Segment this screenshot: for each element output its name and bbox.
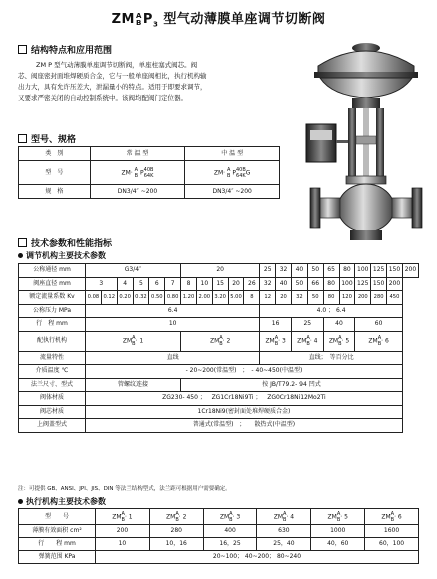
table-row	[19, 185, 280, 199]
act-prefix: ZM	[219, 513, 230, 520]
stack-bottom: B	[338, 341, 342, 347]
stack-top: A	[229, 510, 233, 517]
act-suffix: · 4	[309, 337, 318, 345]
table-cell: 280	[149, 525, 203, 538]
table-row	[19, 304, 419, 318]
section1-heading-text: 结构特点和应用范围	[31, 46, 113, 56]
stack-bottom: B	[283, 516, 287, 523]
actuator-cell	[323, 331, 355, 351]
act-suffix: · 5	[340, 513, 348, 520]
table-cell: 型 号	[19, 161, 91, 185]
stack-top: A	[219, 335, 223, 341]
table-cell: 0.80	[165, 291, 181, 305]
stack-top: A	[390, 510, 395, 517]
table-cell: 0.32	[133, 291, 149, 305]
act-suffix: · 2	[222, 337, 231, 345]
table-cell: 5.00	[228, 291, 244, 305]
bullet-icon	[18, 499, 23, 504]
stack-bottom: B	[377, 341, 382, 347]
actuator-cell	[181, 331, 260, 351]
act-suffix: · 1	[124, 513, 133, 520]
title-suffix-sub: 3	[152, 20, 159, 29]
table-cell: 200	[355, 291, 371, 305]
table-row	[19, 264, 419, 278]
table-cell: 直线； 等百分比	[260, 351, 403, 365]
table-cell: 100	[355, 264, 371, 278]
model-cell	[365, 509, 419, 525]
actuator-cell	[355, 331, 403, 351]
stack-top: A	[227, 166, 231, 173]
table-cell: 40	[323, 318, 355, 332]
table-cell: 450	[387, 291, 403, 305]
stack-top: 40B	[235, 166, 246, 173]
table-cell: DN3/4″ ~200	[185, 185, 280, 199]
row-label: 阀体材质	[19, 392, 86, 406]
model-normal-cell	[90, 161, 185, 185]
table-cell: 0.50	[149, 291, 165, 305]
table-cell: 5	[133, 277, 149, 291]
row-label: 流量特性	[19, 351, 86, 365]
table-cell: 1.20	[181, 291, 197, 305]
model-mid: P	[140, 169, 144, 176]
model-rating-stack	[236, 167, 246, 179]
row-label: 型 号	[19, 509, 96, 525]
table-cell: 32	[276, 264, 292, 278]
row-label: 薄膜有效面积 cm²	[19, 525, 96, 538]
table-row	[19, 331, 419, 351]
table-cell: 1000	[311, 525, 365, 538]
table-cell: 管螺纹连接	[86, 378, 181, 392]
stack-bottom: B	[132, 341, 136, 347]
table-cell	[86, 392, 403, 406]
subsection-actuator	[18, 496, 106, 507]
table-row	[19, 161, 280, 185]
table-header-cell: 常 温 型	[90, 147, 185, 161]
section2-heading-text: 型号、规格	[31, 135, 77, 145]
table-cell: 10，16	[149, 538, 203, 551]
model-ab-stack	[227, 167, 230, 179]
desc-line: 芯、阀座密封面堆焊硬质合金，它与一般单座阀相比，执行机构输	[18, 72, 207, 80]
stack-bottom: B	[390, 516, 395, 523]
stack-bottom: B	[219, 341, 223, 347]
table-cell: 50	[307, 291, 323, 305]
page-title	[0, 8, 437, 29]
body-material: ZG0Cr18Ni12Mo2Ti	[267, 394, 326, 402]
section-heading-model	[18, 132, 76, 145]
table-cell: 20	[228, 277, 244, 291]
table-cell: 20	[181, 264, 260, 278]
table-cell: 7	[165, 277, 181, 291]
stack-top: A	[134, 166, 139, 173]
stack-top: 40B	[143, 166, 154, 173]
footnote: 注：可提供 GB、ANSI、JPI、JIS、DIN 等法兰结构型式，法兰距可根据用户需要确定。	[18, 486, 231, 492]
table-row	[19, 318, 419, 332]
stack-top: A	[338, 335, 342, 341]
act-prefix: ZM	[327, 513, 337, 520]
table-cell: 16	[260, 318, 292, 332]
table-cell: 0.20	[117, 291, 133, 305]
table-cell: 8	[244, 291, 260, 305]
table-cell: 66	[307, 277, 323, 291]
row-label: 上阀盖型式	[19, 419, 86, 433]
stack-top: A	[132, 335, 136, 341]
table-cell: 100	[339, 277, 355, 291]
table-cell: 3	[86, 277, 118, 291]
model-mid: P	[232, 169, 236, 176]
table-row	[19, 291, 419, 305]
table-cell: 150	[371, 277, 387, 291]
actuator-cell	[260, 331, 292, 351]
table-cell: 0.12	[101, 291, 117, 305]
stack-bottom: B	[175, 516, 179, 523]
table-cell: 0.08	[86, 291, 102, 305]
act-prefix: ZM	[166, 513, 176, 520]
table-row	[19, 392, 419, 406]
section-box-icon	[18, 238, 27, 247]
stack-top: A	[283, 510, 287, 517]
table-row	[19, 538, 419, 551]
table-cell: DN3/4″ ~200	[90, 185, 185, 199]
stack-bottom: B	[306, 341, 310, 347]
desc-line: ZM P 型气动薄膜单座调节切断阀，单座柱塞式阀芯。阀	[36, 61, 198, 69]
table-cell: 40	[291, 264, 307, 278]
act-suffix: · 4	[286, 513, 295, 520]
table-cell: 10	[86, 318, 260, 332]
model-prefix: ZM·	[121, 169, 133, 176]
model-mid-cell	[185, 161, 280, 185]
act-suffix: · 3	[232, 513, 241, 520]
row-label: 阀芯材质	[19, 405, 86, 419]
table-cell: 50	[291, 277, 307, 291]
table-row	[19, 277, 419, 291]
table-cell: 规 格	[19, 185, 91, 199]
table-cell: 16，25	[203, 538, 257, 551]
table-cell: 按 JB/T79.2- 94 凹式	[181, 378, 403, 392]
stack-top: A	[121, 510, 125, 517]
table-cell: 200	[96, 525, 150, 538]
table-cell: 12	[260, 291, 276, 305]
table-cell: 50	[307, 264, 323, 278]
body-material: ZG1Cr18Ni9Ti ；	[211, 394, 262, 402]
title-sub: B	[136, 18, 142, 27]
model-rating-stack	[144, 167, 154, 179]
table-cell: 26	[244, 277, 260, 291]
section-box-icon	[18, 45, 27, 54]
table-row	[19, 509, 419, 525]
stack-bottom: B	[227, 172, 231, 179]
table-cell: 25	[260, 264, 276, 278]
table-row	[19, 147, 280, 161]
act-suffix: · 5	[341, 337, 350, 345]
stack-bottom: B	[229, 516, 233, 523]
table-cell: 6	[149, 277, 165, 291]
table-cell: 200	[387, 277, 403, 291]
act-suffix: · 2	[178, 513, 187, 520]
table-cell: 8	[181, 277, 197, 291]
stack-bottom: 64K	[236, 172, 246, 179]
table-cell: 125	[355, 277, 371, 291]
title-text: 型气动薄膜单座调节切断阀	[163, 12, 326, 27]
section-heading-structure	[18, 43, 112, 56]
act-prefix: ZM	[368, 337, 378, 345]
title-sup: A	[136, 11, 142, 20]
table-cell: 400	[203, 525, 257, 538]
stack-bottom: B	[336, 516, 341, 523]
row-label: 弹簧范围 KPa	[19, 551, 96, 564]
table-cell: 2.00	[196, 291, 212, 305]
sub1-text: 调节机构主要技术参数	[26, 251, 106, 260]
table-cell: 40	[276, 277, 292, 291]
table-cell: 3.20	[212, 291, 228, 305]
table-cell: 630	[257, 525, 311, 538]
actuator-params-table	[18, 508, 419, 564]
table-header-cell: 类 别	[19, 147, 91, 161]
table-cell: 普通式(常温型) ； 散热式(中温型)	[86, 419, 403, 433]
row-label: 配执行机构	[19, 331, 86, 351]
row-label: 额定流量系数 Kv	[19, 291, 86, 305]
table-cell: 65	[323, 264, 339, 278]
table-cell: 6.4	[86, 304, 260, 318]
table-row	[19, 405, 419, 419]
act-prefix: ZM	[209, 337, 220, 345]
desc-line: 出力大，具有允许压差大，泄漏量小的特点。适用于即要求调节，	[18, 83, 207, 91]
table-cell: 60，100	[365, 538, 419, 551]
title-suffix: P	[142, 12, 153, 27]
act-prefix: ZM	[381, 513, 391, 520]
title-prefix: ZM	[111, 12, 135, 27]
table-cell: 60	[355, 318, 403, 332]
act-prefix: ZM	[122, 337, 133, 345]
table-row	[19, 378, 419, 392]
row-label: 行 程 mm	[19, 318, 86, 332]
table-cell: 32	[260, 277, 276, 291]
row-label: 公称通径 mm	[19, 264, 86, 278]
table-cell: 1Cr18Ni9(密封面处堆焊硬质合金)	[86, 405, 403, 419]
act-prefix: ZM	[265, 337, 275, 345]
regulating-params-table	[18, 263, 419, 433]
act-prefix: ZM	[328, 337, 339, 345]
act-suffix: · 6	[394, 513, 402, 520]
row-label: 阀座直径 mm	[19, 277, 86, 291]
table-row	[19, 365, 419, 379]
stack-bottom: B	[121, 516, 125, 523]
table-cell: 40，60	[311, 538, 365, 551]
stack-top: A	[175, 510, 179, 517]
act-prefix: ZM	[297, 337, 307, 345]
section3-heading-text: 技术参数和性能指标	[31, 239, 113, 249]
table-cell: 15	[212, 277, 228, 291]
table-cell: 4.0 ； 6.4	[260, 304, 403, 318]
table-cell: 20~100； 40~200； 80~240	[96, 551, 419, 564]
table-cell: 25	[291, 318, 323, 332]
table-cell: 10	[96, 538, 150, 551]
stack-top: A	[377, 335, 382, 341]
model-cell	[311, 509, 365, 525]
table-cell: 10	[196, 277, 212, 291]
valve-illustration	[300, 36, 432, 249]
table-row	[19, 551, 419, 564]
table-cell: 25，40	[257, 538, 311, 551]
stack-top: A	[274, 335, 279, 341]
row-label: 介质温度 ℃	[19, 365, 86, 379]
row-label: 公称压力 MPa	[19, 304, 86, 318]
actuator-cell	[86, 331, 181, 351]
model-tail: G	[245, 169, 251, 176]
table-cell: 200	[402, 264, 418, 278]
act-suffix: · 3	[278, 337, 286, 345]
model-cell	[149, 509, 203, 525]
act-prefix: ZM	[112, 513, 122, 520]
table-cell: 80	[323, 291, 339, 305]
table-header-cell: 中 温 型	[185, 147, 280, 161]
model-cell	[257, 509, 311, 525]
act-suffix: · 6	[381, 337, 389, 345]
table-cell: 80	[323, 277, 339, 291]
stack-top: A	[306, 335, 310, 341]
table-cell: 直线	[86, 351, 260, 365]
table-cell: 125	[371, 264, 387, 278]
act-prefix: ZM	[273, 513, 283, 520]
model-cell	[203, 509, 257, 525]
stack-bottom: 64K	[143, 172, 154, 179]
row-label: 行 程 mm	[19, 538, 96, 551]
actuator-cell	[291, 331, 323, 351]
model-cell	[96, 509, 150, 525]
table-cell: - 20~200(常温型) ； - 40~450(中温型)	[86, 365, 403, 379]
section-heading-tech	[18, 236, 112, 249]
subsection-regulating	[18, 250, 106, 261]
table-row	[19, 351, 419, 365]
table-row	[19, 419, 419, 433]
table-cell: 280	[371, 291, 387, 305]
body-material: ZG230- 450 ；	[162, 394, 206, 402]
table-cell: 4	[117, 277, 133, 291]
model-spec-table	[18, 146, 280, 199]
table-cell: 32	[291, 291, 307, 305]
table-row	[19, 525, 419, 538]
table-cell: 1600	[365, 525, 419, 538]
table-cell: G3/4″	[86, 264, 181, 278]
act-suffix: · 1	[135, 337, 144, 345]
table-cell: 80	[339, 264, 355, 278]
model-ab-stack	[135, 167, 138, 179]
desc-line: 又要求严密关闭的自动控制系统中。该阀均配阀门定位器。	[18, 94, 187, 102]
stack-top: A	[336, 510, 341, 517]
stack-bottom: B	[274, 341, 279, 347]
row-label: 法兰尺寸、型式	[19, 378, 86, 392]
section1-description	[18, 60, 258, 104]
section-box-icon	[18, 134, 27, 143]
table-cell: 20	[276, 291, 292, 305]
table-cell: 150	[387, 264, 403, 278]
sub2-text: 执行机构主要技术参数	[26, 497, 106, 506]
stack-bottom: B	[134, 172, 139, 179]
table-cell: 120	[339, 291, 355, 305]
model-prefix: ZM·	[213, 169, 226, 176]
title-ab-stack	[136, 13, 142, 27]
bullet-icon	[18, 253, 23, 258]
